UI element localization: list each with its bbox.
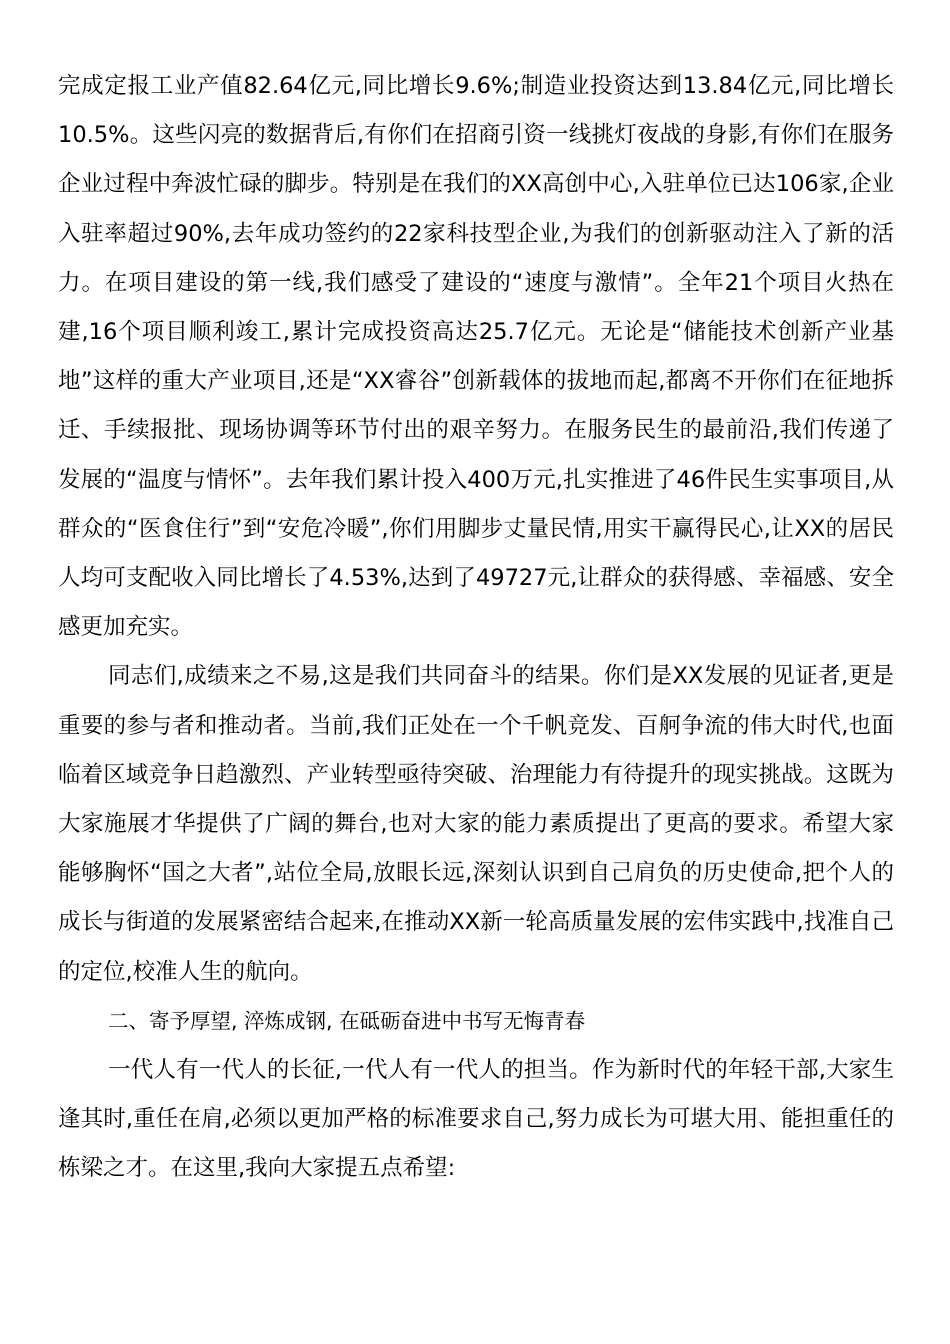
section-heading: 二、寄予厚望, 淬炼成钢, 在砥砺奋进中书写无悔青春 [108, 1008, 586, 1033]
paragraph-expectations: 一代人有一代人的长征,一代人有一代人的担当。作为新时代的年轻干部,大家生逢其时,重任在肩,必须以更加严格的标准要求自己,努力成长为可堪大用、能担重任的栋梁之才。在这里,我向大家提五点希望: [58, 1057, 894, 1182]
document-page [58, 62, 894, 1194]
paragraph-hard-won-results: 同志们,成绩来之不易,这是我们共同奋斗的结果。你们是XX发展的见证者,更是重要的参与者和推动者。当前,我们正处在一个千帆竞发、百舸争流的伟大时代,也面临着区域竞争日趋激烈、产业转型亟待突破、治理能力有待提升的现实挑战。这既为大家施展才华提供了广阔的舞台,也对大家的能力素质提出了更高的要求。希望大家能够胸怀“国之大者”,站位全局,放眼长远,深刻认识到自己肩负的历史使命,把个人的成长与街道的发展紧密结合起来,在推动XX新一轮高质量发展的宏伟实践中,找准自己的定位,校准人生的航向。 [58, 663, 894, 985]
paragraph-achievements: 完成定报工业产值82.64亿元,同比增长9.6%;制造业投资达到13.84亿元,同比增长10.5%。这些闪亮的数据背后,有你们在招商引资一线挑灯夜战的身影,有你们在服务企业过程中奔波忙碌的脚步。特别是在我们的XX高创中心,入驻单位已达106家,企业入驻率超过90%,去年成功签约的22家科技型企业,为我们的创新驱动注入了新的活力。在项目建设的第一线,我们感受了建设的“速度与激情”。全年21个项目火热在建,16个项目顺利竣工,累计完成投资高达25.7亿元。无论是“储能技术创新产业基地”这样的重大产业项目,还是“XX睿谷”创新载体的拔地而起,都离不开你们在征地拆迁、手续报批、现场协调等环节付出的艰辛努力。在服务民生的最前沿,我们传递了发展的“温度与情怀”。去年我们累计投入400万元,扎实推进了46件民生实事项目,从群众的“医食住行”到“安危冷暖”,你们用脚步丈量民情,用实干赢得民心,让XX的居民人均可支配收入同比增长了4.53%,达到了49727元,让群众的获得感、幸福感、安全感更加充实。 [58, 73, 894, 641]
